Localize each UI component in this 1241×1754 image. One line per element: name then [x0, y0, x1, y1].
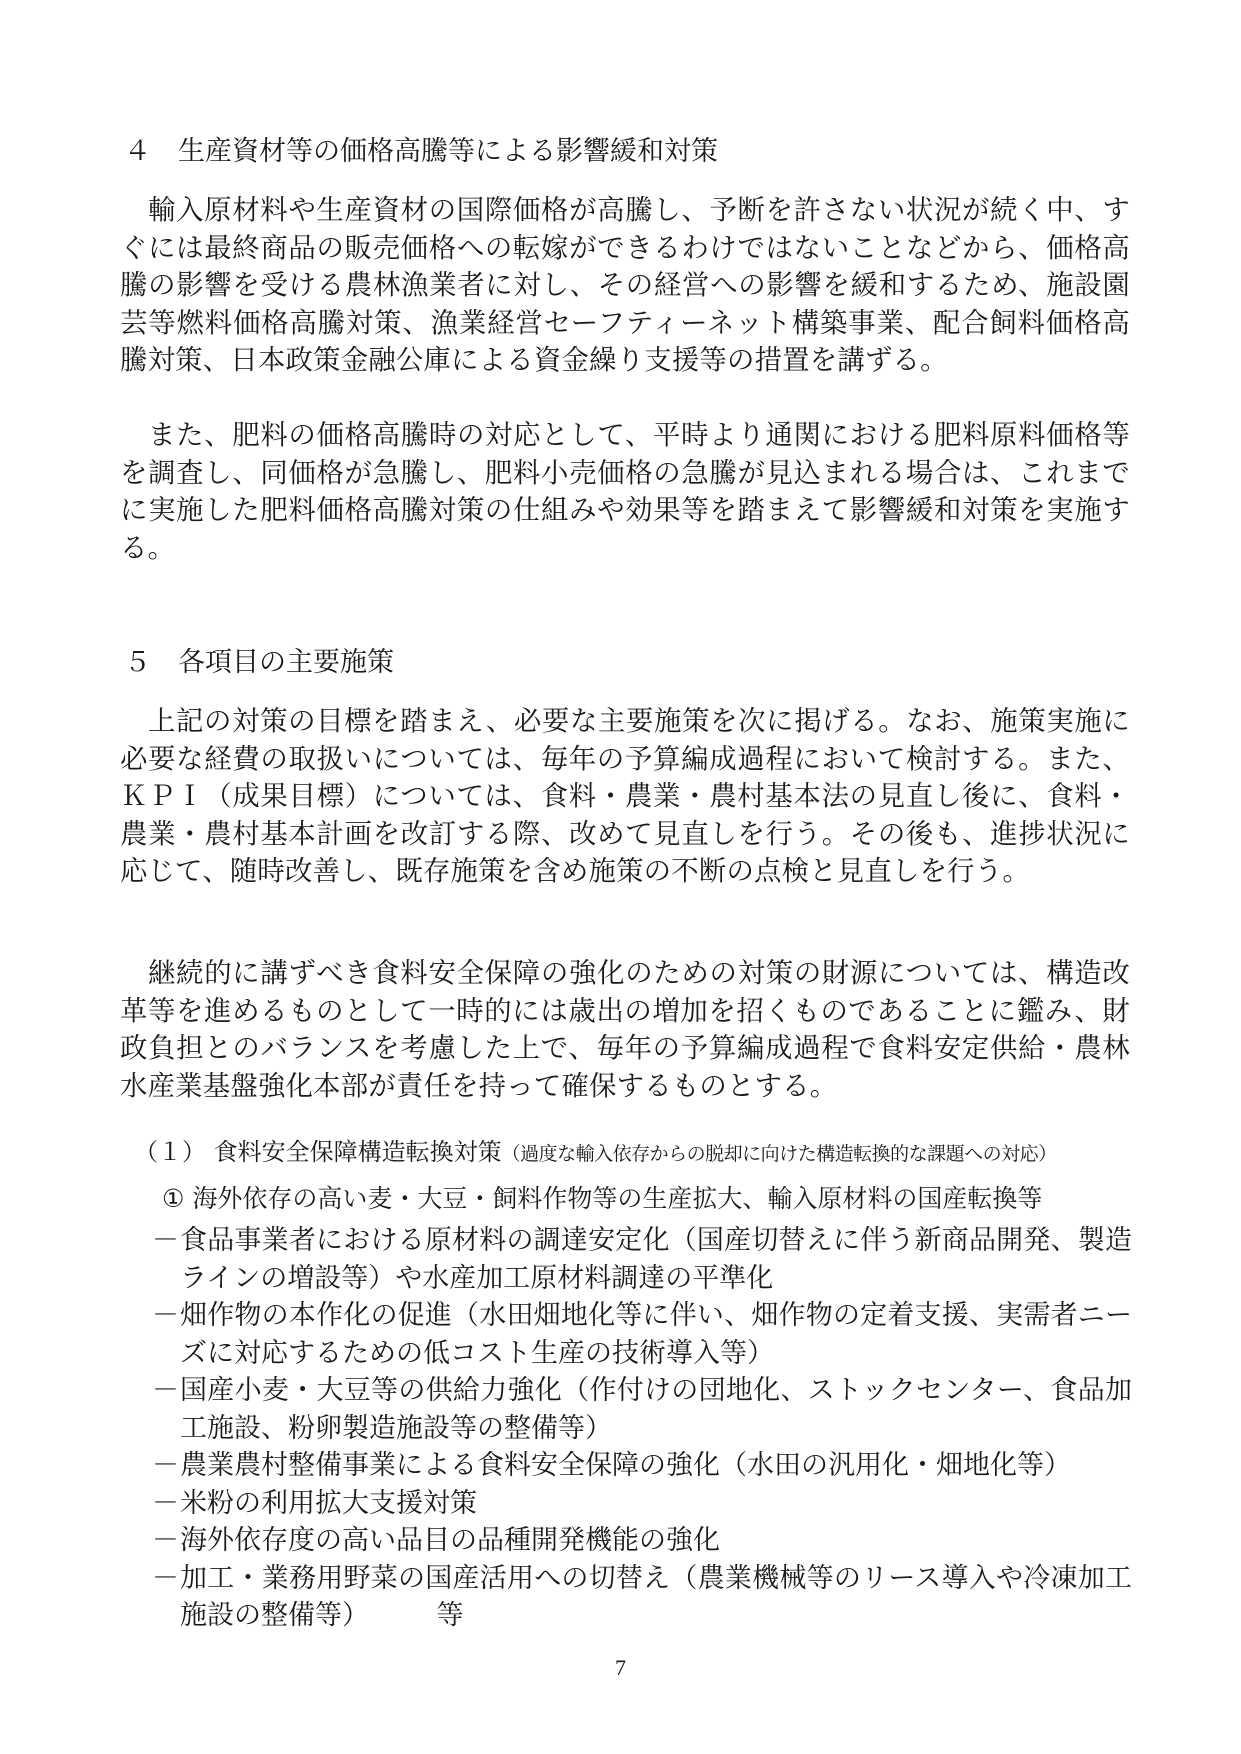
dash-marker: －: [152, 1225, 179, 1256]
section-5-paragraph-1: 上記の対策の目標を踏まえ、必要な主要施策を次に掲げる。なお、施策実施に必要な経費の取扱いについては、毎年の予算編成過程において検討する。また、ＫＰＩ（成果目標）については、食料・農業・農村基本法の見直し後に、食料・農業・農村基本計画を改訂する際、改めて見直しを行う。その後も、進捗状況に応じて、随時改善し、既存施策を含め施策の不断の点検と見直しを行う。: [120, 706, 1131, 887]
section-4-title: 生産資材等の価格高騰等による影響緩和対策: [178, 136, 718, 167]
dash-marker: －: [152, 1375, 179, 1406]
dash-marker: －: [152, 1300, 179, 1331]
page-number: 7: [615, 1655, 626, 1680]
list-item: － 加工・業務用野菜の国産活用への切替え（農業機械等のリース導入や冷凍加工施設の整備等） 等: [152, 1560, 1132, 1635]
section-4-heading: [124, 132, 718, 172]
list-item: － 農業農村整備事業による食料安全保障の強化（水田の汎用化・畑地化等）: [152, 1447, 1132, 1485]
subsection-1-note: （過度な輸入依存からの脱却に向けた構造転換的な課題への対応）: [501, 1143, 1057, 1165]
item-1-heading: ① 海外依存の高い麦・大豆・飼料作物等の生産拡大、輸入原材料の国産転換等: [162, 1184, 1043, 1213]
item-1-bullet-list: [152, 1222, 1132, 1635]
section-4-paragraph-1: 輸入原材料や生産資材の国際価格が高騰し、予断を許さない状況が続く中、すぐには最終商品の販売価格への転嫁ができるわけではないことなどから、価格高騰の影響を受ける農林漁業者に対し、その経営への影響を緩和するため、施設園芸等燃料価格高騰対策、漁業経営セーフティーネット構築事業、配合飼料価格高騰対策、日本政策金融公庫による資金繰り支援等の措置を講ずる。: [120, 195, 1130, 376]
dash-marker: －: [152, 1562, 179, 1594]
list-item: － 海外依存度の高い品目の品種開発機能の強化: [152, 1522, 1132, 1560]
dash-marker: －: [152, 1525, 179, 1556]
subsection-1-label: （１） 食料安全保障構造転換対策: [134, 1138, 502, 1166]
list-item: － 食品事業者における原材料の調達安定化（国産切替えに伴う新商品開発、製造ラインの増設等）や水産加工原材料調達の平準化: [152, 1222, 1132, 1297]
list-item: － 米粉の利用拡大支援対策: [152, 1485, 1132, 1523]
list-item: － 国産小麦・大豆等の供給力強化（作付けの団地化、ストックセンター、食品加工施設、粉卵製造施設等の整備等）: [152, 1372, 1132, 1447]
section-5-number: ５: [124, 647, 151, 678]
section-4-number: ４: [124, 136, 151, 167]
list-item: － 畑作物の本作化の促進（水田畑地化等に伴い、畑作物の定着支援、実需者ニーズに対応するための低コスト生産の技術導入等）: [152, 1297, 1132, 1372]
dash-marker: －: [152, 1487, 179, 1519]
section-5-paragraph-2: 継続的に講ずべき食料安全保障の強化のための対策の財源については、構造改革等を進めるものとして一時的には歳出の増加を招くものであることに鑑み、財政負担とのバランスを考慮した上で、毎年の予算編成過程で食料安定供給・農林水産業基盤強化本部が責任を持って確保するものとする。: [120, 958, 1130, 1102]
section-5-heading: [124, 643, 394, 683]
dash-marker: －: [152, 1450, 179, 1481]
subsection-1-heading: [134, 1134, 1057, 1172]
section-5-title: 各項目の主要施策: [178, 647, 394, 678]
section-4-paragraph-2: また、肥料の価格高騰時の対応として、平時より通関における肥料原料価格等を調査し、同価格が急騰し、肥料小売価格の急騰が見込まれる場合は、これまでに実施した肥料価格高騰対策の仕組みや効果等を踏まえて影響緩和対策を実施する。: [120, 420, 1131, 564]
